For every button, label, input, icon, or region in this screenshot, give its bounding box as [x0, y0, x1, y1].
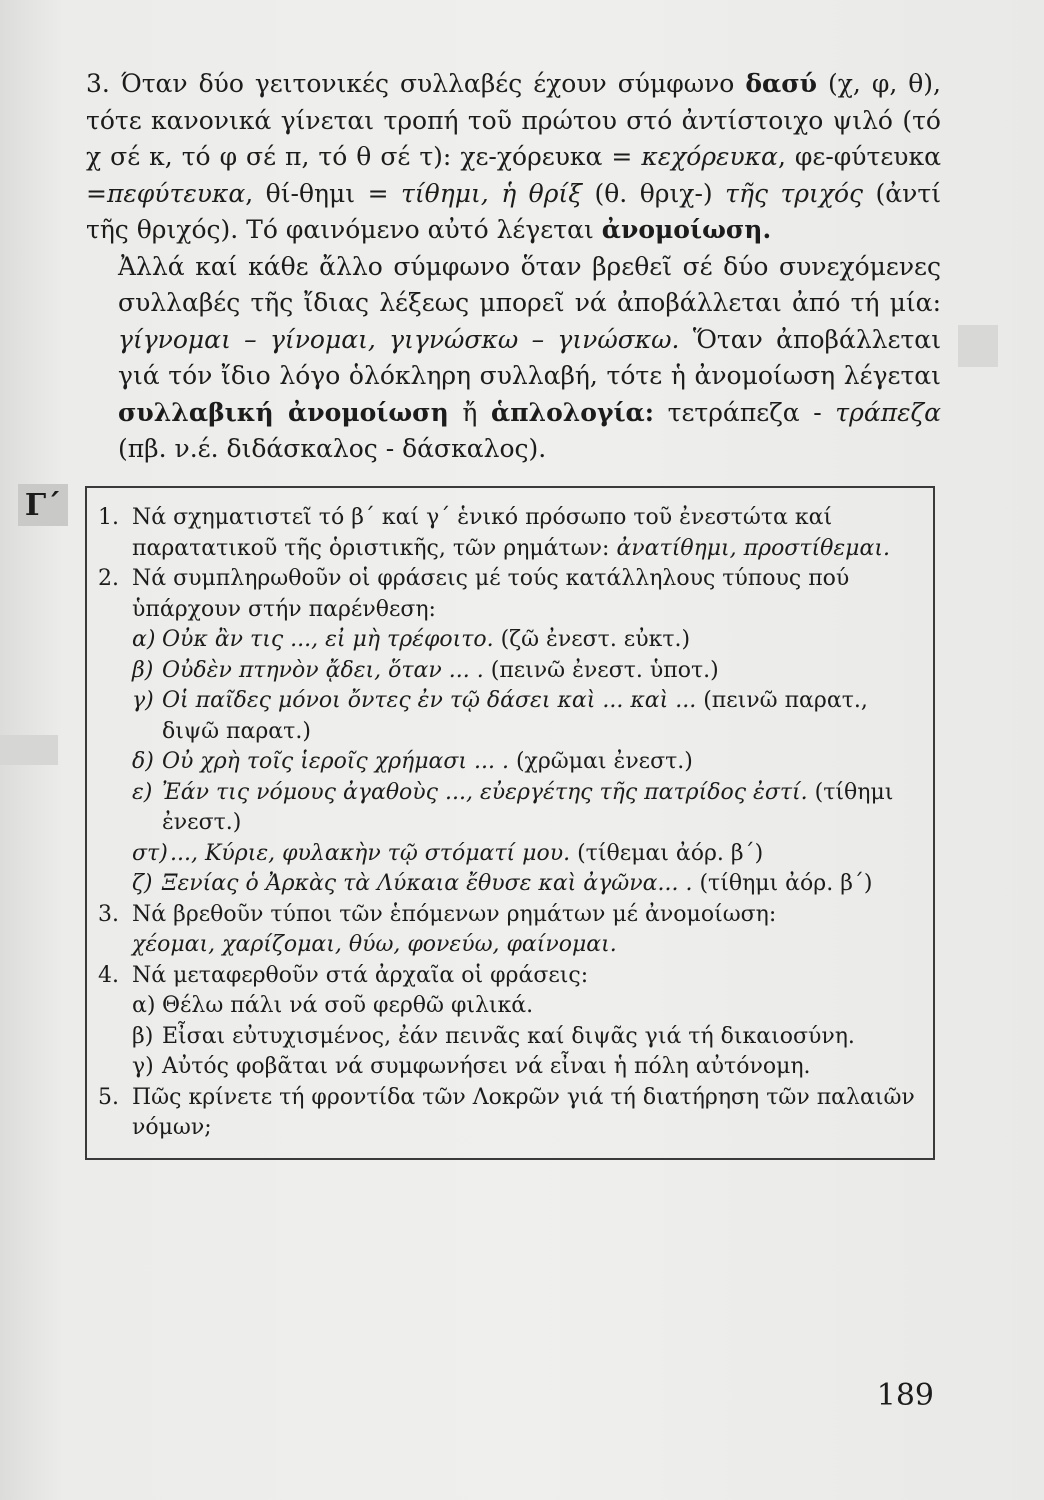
exercise-4: 4. Νά μεταφερθοῦν στά ἀρχαῖα οἱ φράσεις:: [98, 961, 928, 992]
theory-section: [86, 66, 941, 468]
margin-tab: [958, 325, 998, 367]
exercise-4-item: α) Θέλω πάλι νά σοῦ φερθῶ φιλικά.: [132, 993, 534, 1018]
exercise-number: 5.: [98, 1084, 119, 1110]
exercise-2-item: α) Οὐκ ἂν τις ..., εἰ μὴ τρέφοιτο. (ζῶ ἐνεστ. εὐκτ.): [132, 627, 691, 652]
exercise-4-item: β) Εἶσαι εὐτυχισμένος, ἐάν πεινᾶς καί διψᾶς γιά τή δικαιοσύνη.: [132, 1023, 855, 1049]
exercise-4-item: γ) Αὐτός φοβᾶται νά συμφωνήσει νά εἶναι ἡ πόλη αὐτόνομη.: [132, 1054, 811, 1079]
exercise-number: 2.: [98, 566, 119, 591]
exercise-2-item: γ) Οἱ παῖδες μόνοι ὄντες ἐν τῷ δάσει καὶ ... καὶ ... (πεινῶ παρατ., διψῶ παρατ.): [132, 688, 868, 744]
page-number: 189: [876, 1378, 934, 1413]
exercise-number: 1.: [98, 505, 119, 530]
exercise-number: 4.: [98, 962, 119, 988]
exercise-5: 5. Πῶς κρίνετε τή φροντίδα τῶν Λοκρῶν γιά τή διατήρηση τῶν παλαιῶν νόμων;: [98, 1083, 928, 1144]
exercise-2: 2. Νά συμπληρωθοῦν οἱ φράσεις μέ τούς κατάλληλους τύπους πού ὑπάρχουν στήν παρένθεση:: [98, 564, 928, 625]
exercise-2-item: στ) ..., Κύριε, φυλακὴν τῷ στόματί μου. (τίθεμαι ἀόρ. β΄): [132, 840, 764, 866]
margin-tab: [0, 735, 58, 765]
exercise-2-item: δ) Οὐ χρὴ τοῖς ἱεροῖς χρήμασι ... . (χρῶμαι ἐνεστ.): [132, 749, 693, 774]
exercises-list: [98, 503, 928, 1144]
exercise-3: 3. Νά βρεθοῦν τύποι τῶν ἑπόμενων ρημάτων μέ ἀνομοίωση: χέομαι, χαρίζομαι, θύω, φονεύω, φαίνομαι.: [98, 900, 928, 961]
theory-paragraph-2: Ἀλλά καί κάθε ἄλλο σύμφωνο ὅταν βρεθεῖ σέ δύο συνεχόμενες συλλαβές τῆς ἴδιας λέξεως μπορεῖ νά ἀποβάλλεται ἀπό τή μία: γίγνομαι – γίνομαι, γιγνώσκω – γινώσκω. Ὅταν ἀποβάλλεται γιά τόν ἴδιο λόγο ὁλόκληρη συλλαβή, τότε ἡ ἀνομοίωση λέγεται συλλαβική ἀνομοίωση ἤ ἁπλολογία: τετράπεζα - τράπεζα (πβ. ν.έ. διδάσκαλος - δάσκαλος).: [118, 251, 941, 463]
theory-paragraph-1: 3. Όταν δύο γειτονικές συλλαβές έχουν σύμφωνο δασύ (χ, φ, θ), τότε κανονικά γίνεται τροπή τοῦ πρώτου στό ἀντίστοιχο ψιλό (τό χ σέ κ, τό φ σέ π, τό θ σέ τ): χε-χόρευκα = κεχόρευκα, φε-φύτευκα =πεφύτευκα, θί-θημι = τίθημι, ἡ θρίξ (θ. θριχ-) τῆς τριχός (ἀντί τῆς θριχός). Τό φαινόμενο αὐτό λέγεται ἀνομοίωση.: [86, 69, 942, 244]
exercise-number: 3.: [98, 901, 119, 927]
exercise-2-item: β) Οὐδὲν πτηνὸν ᾄδει, ὅταν ... . (πεινῶ ἐνεστ. ὑποτ.): [132, 657, 719, 683]
exercise-2-item: ε) Ἐάν τις νόμους ἀγαθοὺς ..., εὐεργέτης τῆς πατρίδος ἐστί. (τίθημι ἐνεστ.): [132, 779, 894, 835]
exercise-2-item: ζ) Ξενίας ὁ Ἀρκὰς τὰ Λύκαια ἔθυσε καὶ ἀγῶνα... . (τίθημι ἀόρ. β΄): [132, 871, 873, 896]
section-marker: Γ΄: [18, 484, 68, 526]
exercise-1: 1. Νά σχηματιστεῖ τό β΄ καί γ΄ ἑνικό πρόσωπο τοῦ ἐνεστώτα καί παρατατικοῦ τῆς ὁριστικῆς, τῶν ρημάτων: ἀνατίθημι, προστίθεμαι.: [98, 503, 928, 564]
